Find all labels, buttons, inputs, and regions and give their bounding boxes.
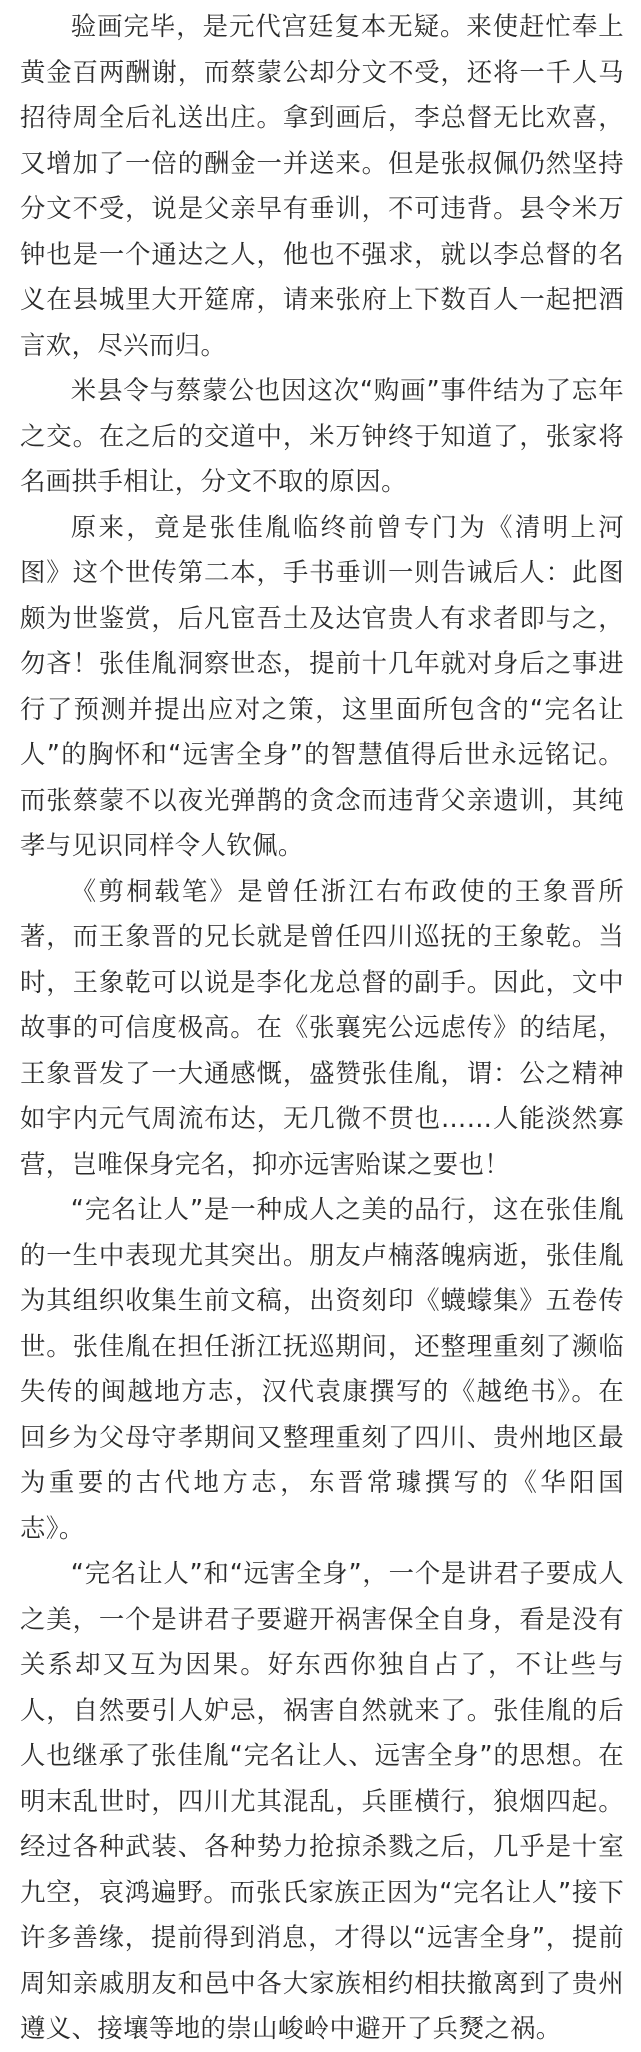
- paragraph: 验画完毕，是元代宫廷复本无疑。来使赶忙奉上黄金百两酬谢，而蔡蒙公却分文不受，还将一千人马招待周全后礼送出庄。拿到画后，李总督无比欢喜，又增加了一倍的酬金一并送来。但是张叔佩仍然坚持分文不受，说是父亲早有垂训，不可违背。县令米万钟也是一个通达之人，他也不强求，就以李总督的名义在县城里大开筵席，请来张府上下数百人一起把酒言欢，尽兴而归。: [20, 11, 624, 360]
- paragraph: 原来，竟是张佳胤临终前曾专门为《清明上河图》这个世传第二本，手书垂训一则告诫后人：此图颇为世鉴赏，后凡宦吾土及达官贵人有求者即与之，勿吝！张佳胤洞察世态，提前十几年就对身后之事进行了预测并提出应对之策，这里面所包含的“完名让人”的胸怀和“远害全身”的智慧值得后世永远铭记。而张蔡蒙不以夜光弹鹊的贪念而违背父亲遗训，其纯孝与见识同样令人钦佩。: [20, 511, 624, 860]
- paragraph: 米县令与蔡蒙公也因这次“购画”事件结为了忘年之交。在之后的交道中，米万钟终于知道了，张家将名画拱手相让，分文不取的原因。: [20, 375, 624, 496]
- article-body: [20, 4, 624, 2052]
- paragraph: “完名让人”和“远害全身”，一个是讲君子要成人之美，一个是讲君子要避开祸害保全自身，看是没有关系却又互为因果。好东西你独自占了，不让些与人，自然要引人妒忌，祸害自然就来了。张佳胤的后人也继承了张佳胤“完名让人、远害全身”的思想。在明末乱世时，四川尤其混乱，兵匪横行，狼烟四起。经过各种武装、各种势力抢掠杀戮之后，几乎是十室九空，哀鸿遍野。而张氏家族正因为“完名让人”接下许多善缘，提前得到消息，才得以“远害全身”，提前周知亲戚朋友和邑中各大家族相约相扶撤离到了贵州遵义、接壤等地的崇山峻岭中避开了兵燹之祸。: [20, 1558, 624, 2043]
- paragraph: “完名让人”是一种成人之美的品行，这在张佳胤的一生中表现尤其突出。朋友卢楠落魄病逝，张佳胤为其组织收集生前文稿，出资刻印《蠛蠓集》五卷传世。张佳胤在担任浙江抚巡期间，还整理重刻了濒临失传的闽越地方志，汉代袁康撰写的《越绝书》。在回乡为父母守孝期间又整理重刻了四川、贵州地区最为重要的古代地方志，东晋常璩撰写的《华阳国志》。: [20, 1194, 624, 1543]
- paragraph: 《剪桐载笔》是曾任浙江右布政使的王象晋所著，而王象晋的兄长就是曾任四川巡抚的王象乾。当时，王象乾可以说是李化龙总督的副手。因此，文中故事的可信度极高。在《张襄宪公远虑传》的结尾，王象晋发了一大通感慨，盛赞张佳胤，谓：公之精神如宇内元气周流布达，无几微不贯也……人能淡然寡营，岂唯保身完名，抑亦远害贻谋之要也！: [20, 875, 624, 1179]
